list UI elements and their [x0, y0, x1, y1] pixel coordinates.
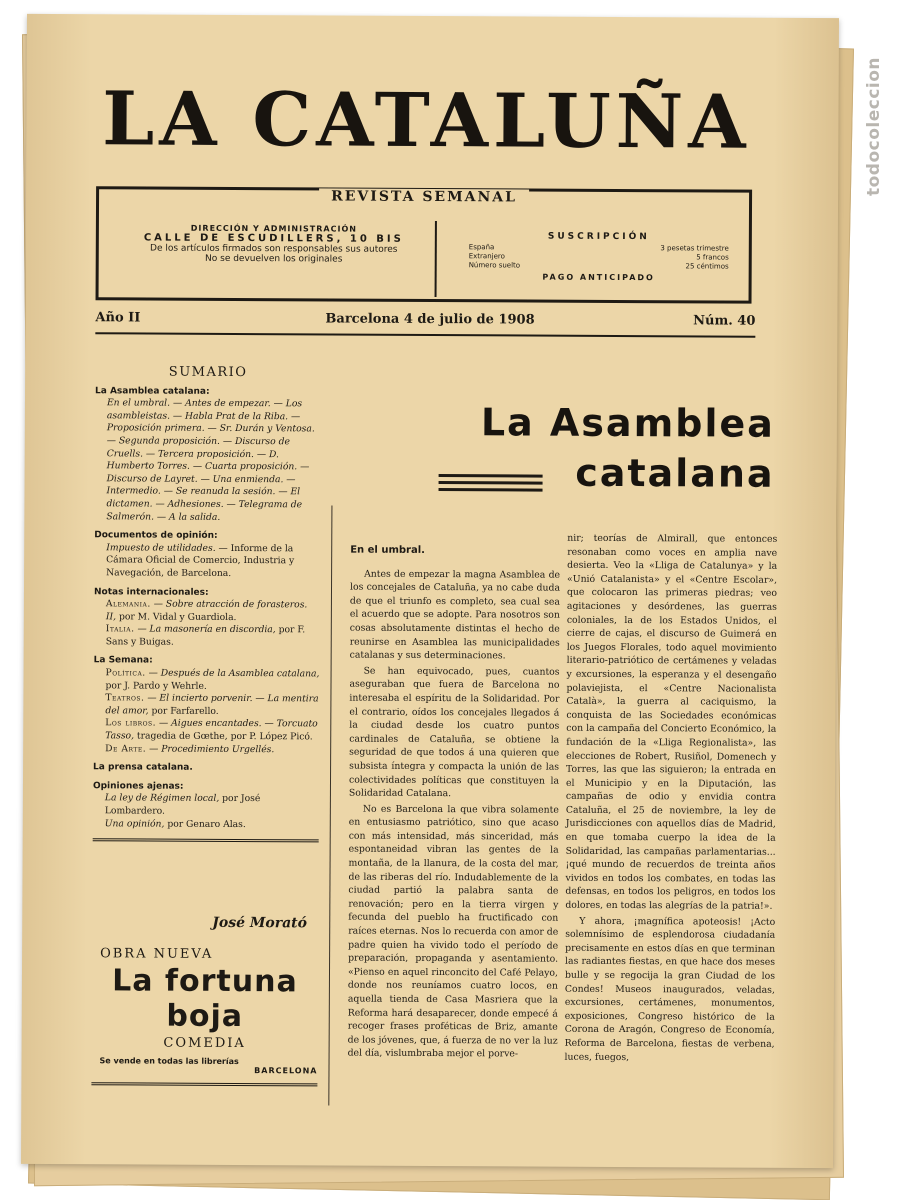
- headline-ornament: [439, 474, 543, 496]
- dateline: [95, 310, 755, 337]
- headline-line-1: La Asamblea: [480, 400, 775, 446]
- toc-entry: Una opinión, por Genaro Alas.: [104, 817, 246, 830]
- year-label: Año II: [95, 310, 141, 326]
- toc-section: Opiniones ajenas:: [92, 781, 184, 792]
- subscription-title: SUSCRIPCIÓN: [547, 231, 650, 243]
- address: CALLE DE ESCUDILLERS, 10 BIS: [143, 232, 404, 245]
- paragraph: Antes de empezar la magna Asamblea de los concejales de Cataluña, ya no cabe duda de que el triunfo es completo, sea cual sea el acuerdo que se adopte. Para nosotros son cosas absolutamente distintas el hecho de reunirse en Asamblea las municipalidades catalanas y sus determinaciones.: [349, 568, 561, 662]
- advert-sale: Se vende en todas las librerías: [99, 1056, 239, 1067]
- subscription-block: [469, 231, 729, 282]
- paragraph: No es Barcelona la que vibra solamente en entusiasmo patriótico, sino que acaso con más intensidad, más sinceridad, más espontaneidad vibran las gentes de la montaña, de la llanura, de la costa del mar, de las riberas del río. Indudablemente de la ciudad partió la palabra santa de renovación; pero en la tierra virgen y fecunda del pueblo ha fructificado con raíces eternas. Nos lo recuerda con amor de padre quien ha vivido todo el período de preparación, propaganda y asentamiento. «Pienso en aquel rinconcito del Café Pelayo, donde nos reuníamos cuatro locos, en aquella tienda de Casa Masriera que la Reforma hará desaparecer, donde empecé á recoger frases proféticas de Briz, amante de los jóvenes, que, á fuerza de no ver la luz del día, vislumbraba mejor el porve-: [347, 803, 559, 1060]
- watermark-logo: todocoleccion: [864, 56, 884, 196]
- toc-entry: Los libros. — Aigues encantades. — Torcuato Tasso, tragedia de Gœthe, por P. López Picó.: [105, 717, 318, 743]
- newspaper-page: [21, 14, 839, 1168]
- paragraph: Se han equivocado, pues, cuantos aseguraban que fuera de Barcelona no interesaba el espíritu de la Solidaridad. Por el contrario, oídos los concejales llegados á la ciudad desde los cuatro puntos cardinales de Cataluña, se obtiene la seguridad de que todos á una quieren que subsista íntegra y compacta la unión de las colectividades políticas que constituyen la Solidaridad Catalana.: [348, 665, 560, 800]
- toc-entry: La ley de Régimen local, por José Lombardero.: [104, 792, 261, 817]
- toc-section: La prensa catalana.: [93, 762, 193, 773]
- divider-rule: [91, 1082, 317, 1086]
- subscription-row: España 3 pesetas trimestre: [468, 243, 729, 253]
- article-column: [348, 544, 561, 1064]
- advert-author: José Morató: [212, 914, 308, 932]
- toc-section: Documentos de opinión:: [94, 530, 218, 542]
- toc-section: La Asamblea catalana:: [95, 385, 210, 397]
- paragraph: nir; teorías de Almirall, que entonces resonaban como voces en amplia nave desierta. Veo la «Lliga de Catalunya» y la «Unió Catalanista» y el «Centre Escolar», que colocaron las primeras piedras; veo agitaciones y desórdenes, las guerras coloniales, la de los Estados Unidos, el cierre de cajas, el discurso de Guimerá en los Juegos Florales, todo aquel movimiento literario-patriótico de certámenes y veladas y excursiones, la esperanza y el desengaño polaviejista, el «Centre Nacionalista Català», la guerra al caciquismo, la conquista de las Sociedades económicas con la campaña del Concierto Económico, la fundación de la «Lliga Regionalista», las elecciones de Robert, Rusiñol, Domenech y Torres, las que las siguieron; la entrada en el Municipio y en la Diputación, las campañas de odio y envidia contra Cataluña, el 25 de noviembre, la ley de Jurisdicciones con aquellos días de Madrid, en que tomaba cuerpo la idea de la Solidaridad, las campañas parlamentarias... ¡qué mundo de recuerdos de treinta años vividos en todos los combates, en todas las defensas, en todos los peligros, en todos los dolores, en todas las alegrías de la patria!».: [565, 532, 778, 912]
- paragraph: Y ahora, ¡magnífica apoteosis! ¡Acto solemnísimo de esplendorosa ciudadanía precisamente en estos días en que terminan las radiantes fiestas, en que hace dos meses bulle y se regocija la gran Ciudad de los Condes! Museos inaugurados, veladas, excursiones, certámenes, monumentos, exposiciones, Congreso histórico de la Corona de Aragón, Congreso de Economía, Reforma de Barcelona, fiestas de verbena, luces, fuegos,: [564, 915, 776, 1063]
- issue-number: Núm. 40: [693, 313, 756, 329]
- table-of-contents: [93, 366, 321, 842]
- subtitle: REVISTA SEMANAL: [99, 187, 749, 206]
- advert-label: OBRA NUEVA: [100, 946, 214, 962]
- toc-entry: De Arte. — Procedimiento Urgellés.: [105, 742, 275, 755]
- toc-entry: Política. — Después de la Asamblea catalana, por J. Pardo y Wehrle.: [105, 667, 320, 692]
- toc-section: La Semana:: [93, 655, 153, 667]
- column-rule: [328, 505, 332, 1105]
- toc-entry: Italia. — La masonería en discordia, por F. Sans y Buigas.: [105, 623, 306, 648]
- toc-entry: Alemania. — Sobre atracción de forasteros. II, por M. Vidal y Guardiola.: [105, 598, 308, 623]
- advert-title: La fortuna boja: [112, 963, 298, 1035]
- header-divider: [435, 221, 437, 297]
- masthead: LA CATALUÑA: [101, 76, 751, 166]
- article-subhead: En el umbral.: [350, 544, 425, 556]
- payment-note: PAGO ANTICIPADO: [542, 272, 655, 283]
- direccion-label: DIRECCIÓN Y ADMINISTRACIÓN: [190, 223, 358, 234]
- note-originals: No se devuelven los originales: [205, 253, 343, 265]
- toc-section: Notas internacionales:: [93, 586, 209, 598]
- admin-block: [129, 223, 419, 265]
- subscription-row: Extranjero 5 francos: [468, 252, 729, 262]
- article-column: [565, 532, 778, 1067]
- issue-date: Barcelona 4 de julio de 1908: [325, 311, 535, 328]
- advertisement: [91, 946, 318, 1086]
- toc-entry: En el umbral. — Antes de empezar. — Los asambleistas. — Habla Prat de la Riba. — Proposición primera. — Sr. Durán y Ventosa. — Segunda proposición. — Discurso de Cruells. — Tercera proposición. — D. Humberto Torres. — Cuarta proposición. — Discurso de Layret. — Una enmienda. — Intermedio. — Se reanuda la sesión. — El dictamen. — Adhesiones. — Telegrama de Salmerón. — A la salida.: [106, 397, 315, 523]
- toc-entry: Impuesto de utilidades. — Informe de la Cámara Oficial de Comercio, Industria y Navegación, de Barcelona.: [106, 542, 295, 579]
- headline-line-2: catalana: [575, 450, 775, 496]
- sumario-title: SUMARIO: [168, 364, 248, 381]
- toc-entry: Teatros. — El incierto porvenir. — La mentira del amor, por Farfarello.: [105, 692, 319, 717]
- advert-city: BARCELONA: [254, 1066, 318, 1076]
- note-authors: De los artículos firmados son responsables sus autores: [150, 243, 398, 255]
- divider-rule: [93, 838, 319, 842]
- advert-genre: COMEDIA: [163, 1035, 246, 1052]
- header-box: [96, 186, 753, 303]
- subscription-row: Número suelto 25 céntimos: [468, 261, 729, 271]
